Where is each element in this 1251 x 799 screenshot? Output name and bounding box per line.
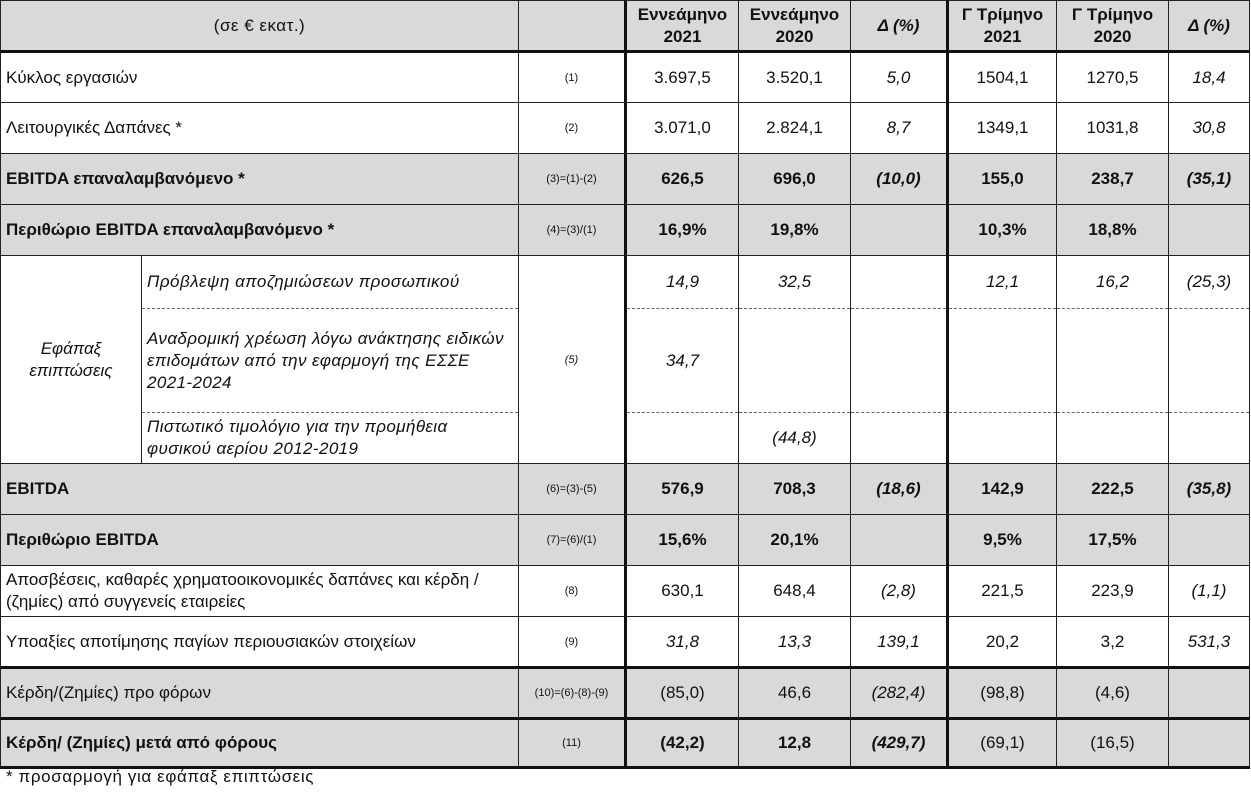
cell-9m-2020: 20,1% — [739, 515, 851, 566]
cell-q3-delta — [1169, 719, 1250, 768]
cell-9m-2020: 696,0 — [739, 154, 851, 205]
row-label: EBITDA — [1, 464, 519, 515]
row-code: (11) — [519, 719, 626, 768]
cell-9m-2020: 32,5 — [739, 256, 851, 309]
cell-q3-2021: 1504,1 — [948, 52, 1057, 103]
row-oneoff-1 — [1, 256, 1250, 309]
cell-9m-delta — [851, 309, 948, 413]
cell-9m-delta — [851, 413, 948, 464]
cell-q3-2020: 18,8% — [1057, 205, 1169, 256]
cell-9m-delta — [851, 515, 948, 566]
cell-q3-2021: 9,5% — [948, 515, 1057, 566]
cell-9m-delta: (282,4) — [851, 668, 948, 719]
cell-q3-2020 — [1057, 309, 1169, 413]
cell-q3-delta: (35,1) — [1169, 154, 1250, 205]
row-label: Κέρδη/ (Ζημίες) μετά από φόρους — [1, 719, 519, 768]
cell-9m-2021: 626,5 — [626, 154, 739, 205]
col-9m-2021: Εννεάμηνο 2021 — [626, 1, 739, 52]
cell-9m-2020: 2.824,1 — [739, 103, 851, 154]
cell-9m-2021: 31,8 — [626, 617, 739, 668]
cell-q3-2021: (98,8) — [948, 668, 1057, 719]
cell-q3-2020 — [1057, 413, 1169, 464]
row-code: (6)=(3)-(5) — [519, 464, 626, 515]
cell-q3-2020: (16,5) — [1057, 719, 1169, 768]
row-depreciation — [1, 566, 1250, 617]
row-label: Αποσβέσεις, καθαρές χρηματοοικονομικές δαπάνες και κέρδη / (ζημίες) από συγγενείς εταιρείες — [1, 566, 519, 617]
cell-q3-delta — [1169, 668, 1250, 719]
cell-q3-delta: 531,3 — [1169, 617, 1250, 668]
row-ebitda-recurring — [1, 154, 1250, 205]
cell-9m-2020: 648,4 — [739, 566, 851, 617]
row-code: (1) — [519, 52, 626, 103]
cell-9m-2021: 15,6% — [626, 515, 739, 566]
cell-9m-2020: 3.520,1 — [739, 52, 851, 103]
code-header-cell — [519, 1, 626, 52]
col-9m-delta: Δ (%) — [851, 1, 948, 52]
cell-9m-2021: 34,7 — [626, 309, 739, 413]
cell-9m-2020 — [739, 309, 851, 413]
cell-q3-2021: 221,5 — [948, 566, 1057, 617]
cell-9m-2021 — [626, 413, 739, 464]
cell-q3-2020: 238,7 — [1057, 154, 1169, 205]
row-revenue — [1, 52, 1250, 103]
oneoff-item-label: Πρόβλεψη αποζημιώσεων προσωπικού — [142, 256, 519, 309]
cell-9m-2021: 630,1 — [626, 566, 739, 617]
row-code: (2) — [519, 103, 626, 154]
cell-9m-2021: 14,9 — [626, 256, 739, 309]
col-q3-delta: Δ (%) — [1169, 1, 1250, 52]
cell-q3-delta — [1169, 309, 1250, 413]
cell-9m-2020: 13,3 — [739, 617, 851, 668]
cell-q3-delta — [1169, 205, 1250, 256]
oneoff-item-label: Αναδρομική χρέωση λόγω ανάκτησης ειδικών επιδομάτων από την εφαρμογή της ΕΣΣΕ 2021-2024 — [142, 309, 519, 413]
cell-9m-2021: 3.071,0 — [626, 103, 739, 154]
cell-q3-2021: 10,3% — [948, 205, 1057, 256]
cell-q3-2020: 1031,8 — [1057, 103, 1169, 154]
cell-9m-2020: 19,8% — [739, 205, 851, 256]
cell-9m-delta: (18,6) — [851, 464, 948, 515]
cell-q3-2020: 223,9 — [1057, 566, 1169, 617]
unit-label: (σε € εκατ.) — [1, 1, 519, 52]
cell-9m-delta: (2,8) — [851, 566, 948, 617]
cell-9m-delta: (10,0) — [851, 154, 948, 205]
cell-q3-2020: 1270,5 — [1057, 52, 1169, 103]
cell-q3-delta: 30,8 — [1169, 103, 1250, 154]
cell-9m-delta: 8,7 — [851, 103, 948, 154]
cell-9m-delta: (429,7) — [851, 719, 948, 768]
col-q3-2021: Γ Τρίμηνο 2021 — [948, 1, 1057, 52]
cell-9m-delta — [851, 205, 948, 256]
cell-9m-2021: 16,9% — [626, 205, 739, 256]
cell-q3-2021 — [948, 413, 1057, 464]
row-code: (7)=(6)/(1) — [519, 515, 626, 566]
col-9m-2020: Εννεάμηνο 2020 — [739, 1, 851, 52]
cell-q3-2021: 142,9 — [948, 464, 1057, 515]
cell-q3-2021: (69,1) — [948, 719, 1057, 768]
cell-q3-2020: 3,2 — [1057, 617, 1169, 668]
cell-q3-2021 — [948, 309, 1057, 413]
row-oneoff-2 — [1, 309, 1250, 413]
row-label: Λειτουργικές Δαπάνες * — [1, 103, 519, 154]
cell-9m-2021: (42,2) — [626, 719, 739, 768]
row-profit-after-tax — [1, 719, 1250, 768]
row-impairments — [1, 617, 1250, 668]
col-q3-2020: Γ Τρίμηνο 2020 — [1057, 1, 1169, 52]
cell-q3-delta: 18,4 — [1169, 52, 1250, 103]
cell-q3-delta — [1169, 413, 1250, 464]
cell-q3-2021: 20,2 — [948, 617, 1057, 668]
cell-9m-2020: 46,6 — [739, 668, 851, 719]
footnote: * προσαρμογή για εφάπαξ επιπτώσεις — [6, 767, 315, 786]
cell-q3-2020: (4,6) — [1057, 668, 1169, 719]
row-code: (9) — [519, 617, 626, 668]
oneoff-code: (5) — [519, 256, 626, 464]
cell-q3-2021: 1349,1 — [948, 103, 1057, 154]
row-label: Υποαξίες αποτίμησης παγίων περιουσιακών στοιχείων — [1, 617, 519, 668]
row-code: (4)=(3)/(1) — [519, 205, 626, 256]
row-ebitda-recurring-margin — [1, 205, 1250, 256]
row-label: Κύκλος εργασιών — [1, 52, 519, 103]
cell-q3-delta — [1169, 515, 1250, 566]
cell-9m-delta — [851, 256, 948, 309]
row-label: Κέρδη/(Ζημίες) προ φόρων — [1, 668, 519, 719]
cell-q3-delta: (25,3) — [1169, 256, 1250, 309]
cell-q3-2020: 17,5% — [1057, 515, 1169, 566]
cell-q3-2021: 155,0 — [948, 154, 1057, 205]
cell-9m-2021: 576,9 — [626, 464, 739, 515]
cell-9m-delta: 5,0 — [851, 52, 948, 103]
cell-9m-2020: 708,3 — [739, 464, 851, 515]
row-label: Περιθώριο EBITDA — [1, 515, 519, 566]
row-ebitda — [1, 464, 1250, 515]
cell-q3-2021: 12,1 — [948, 256, 1057, 309]
cell-q3-2020: 16,2 — [1057, 256, 1169, 309]
row-opex — [1, 103, 1250, 154]
row-code: (3)=(1)-(2) — [519, 154, 626, 205]
row-oneoff-3 — [1, 413, 1250, 464]
cell-9m-2021: (85,0) — [626, 668, 739, 719]
header-row — [1, 1, 1250, 52]
cell-9m-2021: 3.697,5 — [626, 52, 739, 103]
cell-9m-2020: (44,8) — [739, 413, 851, 464]
cell-q3-2020: 222,5 — [1057, 464, 1169, 515]
row-ebitda-margin — [1, 515, 1250, 566]
cell-q3-delta: (1,1) — [1169, 566, 1250, 617]
row-label: Περιθώριο EBITDA επαναλαμβανόμενο * — [1, 205, 519, 256]
row-code: (10)=(6)-(8)-(9) — [519, 668, 626, 719]
cell-9m-2020: 12,8 — [739, 719, 851, 768]
cell-q3-delta: (35,8) — [1169, 464, 1250, 515]
cell-9m-delta: 139,1 — [851, 617, 948, 668]
row-label: EBITDA επαναλαμβανόμενο * — [1, 154, 519, 205]
oneoff-group-label: Εφάπαξ επιπτώσεις — [1, 256, 142, 464]
row-code: (8) — [519, 566, 626, 617]
row-profit-before-tax — [1, 668, 1250, 719]
oneoff-item-label: Πιστωτικό τιμολόγιο για την προμήθεια φυσικού αερίου 2012-2019 — [142, 413, 519, 464]
